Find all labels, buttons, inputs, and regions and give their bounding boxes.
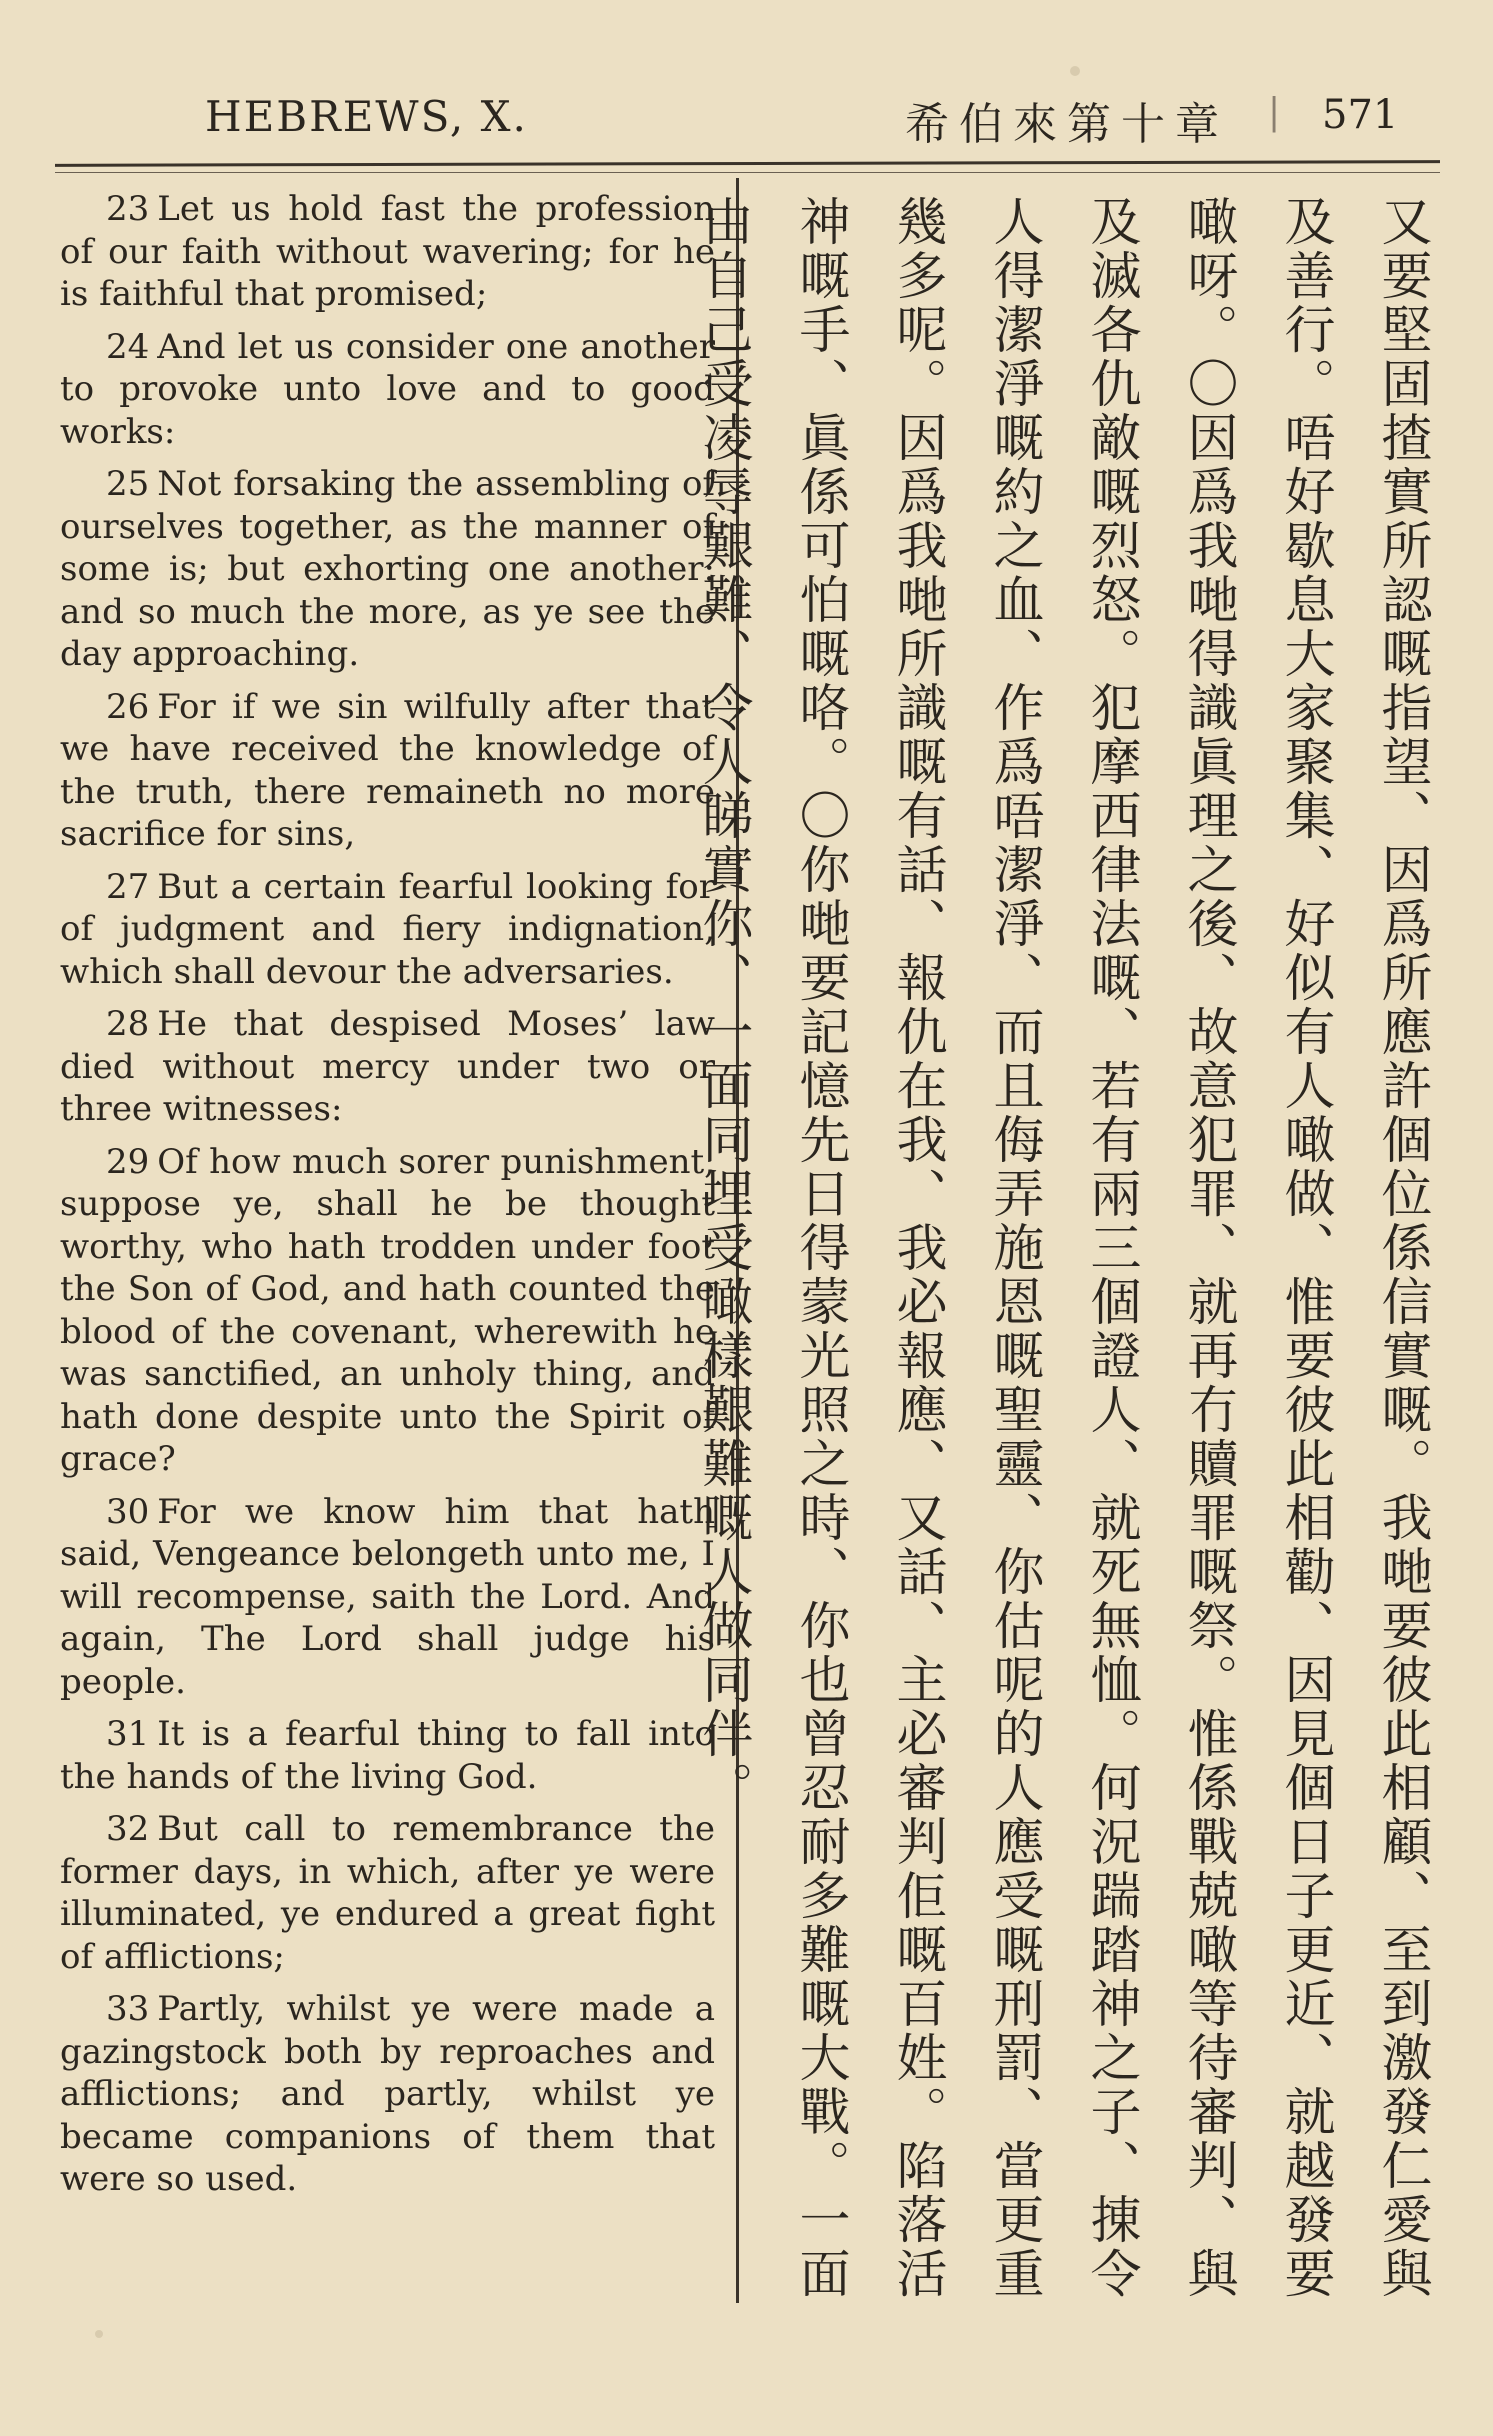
- verse-31: [60, 1713, 715, 1798]
- verse-text: For we know him that hath said, Vengeance belongeth unto me, I will recompense, saith the Lord. And again, The Lord shall judge his people.: [60, 1491, 715, 1702]
- verse-number: 31: [106, 1714, 150, 1754]
- verse-25: [60, 463, 715, 676]
- verse-number: 32: [106, 1809, 150, 1849]
- verse-text: But a certain fearful looking for of judgment and fiery indignation, which shall devour the adversaries.: [60, 866, 715, 992]
- verse-30: [60, 1491, 715, 1704]
- verse-number: 25: [106, 464, 150, 504]
- verse-number: 23: [106, 189, 150, 229]
- chinese-column: [693, 195, 1450, 2305]
- verse-text: For if we sin wilfully after that we have received the knowledge of the truth, there remaineth no more sacrifice for sins,: [60, 686, 715, 854]
- verse-number: 26: [106, 686, 150, 727]
- verse-text: But call to remembrance the former days, in which, after ye were illuminated, ye endured a great fight of afflictions;: [60, 1809, 715, 1977]
- verse-number: 29: [106, 1141, 150, 1182]
- english-column: [60, 188, 715, 2211]
- verse-text: He that despised Moses’ law died without mercy under two or three witnesses:: [60, 1004, 715, 1129]
- verse-33: [60, 1988, 715, 2201]
- verse-text: It is a fearful thing to fall into the hands of the living God.: [60, 1714, 715, 1797]
- verse-28: [60, 1003, 715, 1131]
- verse-text: And let us consider one another to provoke unto love and to good works:: [60, 326, 715, 452]
- header-divider: |: [1268, 92, 1281, 133]
- verse-text: Of how much sorer punishment, suppose ye, shall he be thought worthy, who hath trodden under foot the Son of God, and hath counted the blood of the covenant, wherewith he was sanctified, an unholy thing, and hath done despite unto the Spirit of grace?: [60, 1141, 715, 1479]
- verse-number: 24: [106, 326, 150, 367]
- paper-stain: [95, 2330, 103, 2338]
- verse-23: [60, 188, 715, 316]
- chinese-text: 又要堅固揸實所認嘅指望、因爲所應許個位係信實嘅。我哋要彼此相顧、至到激發仁愛與及善行。唔好歇息大家聚集、好似有人噉做、惟要彼此相勸、因見個日子更近、就越發要噉呀。〇因爲我哋得識眞理之後、故意犯罪、就再冇贖罪嘅祭。惟係戰兢噉等待審判、與及滅各仇敵嘅烈怒。犯摩西律法嘅、若有兩三個證人、就死無恤。何況踹踏神之子、㨂令人得潔淨嘅約之血、作爲唔潔淨、而且侮弄施恩嘅聖靈、你估呢的人應受嘅刑罰、當更重幾多呢。因爲我哋所識嘅有話、報仇在我、我必報應、又話、主必審判佢嘅百姓。陷落活神嘅手、眞係可怕嘅咯。〇你哋要記憶先日得蒙光照之時、你也曾忍耐多難嘅大戰。一面由自己受凌辱艱難、令人睇實你、一面同埋受噉樣艱難嘅人做同伴。: [693, 195, 1431, 2301]
- page-number: 571: [1322, 92, 1399, 138]
- running-head: HEBREWS, X.: [205, 92, 528, 141]
- verse-number: 30: [106, 1491, 150, 1532]
- verse-number: 27: [106, 866, 150, 907]
- verse-26: [60, 686, 715, 856]
- verse-text: Not forsaking the assembling of ourselves together, as the manner of some is; but exhorting one another: and so much the more, as ye see the day approaching.: [60, 464, 715, 674]
- header-rule-thin: [55, 172, 1440, 173]
- verse-text: Let us hold fast the profession of our faith without wavering; for he is faithful that promised;: [60, 189, 715, 314]
- verse-27: [60, 866, 715, 994]
- header-rule: [55, 160, 1440, 167]
- verse-29: [60, 1141, 715, 1481]
- paper-stain: [1070, 66, 1080, 76]
- verse-24: [60, 326, 715, 454]
- verse-number: 28: [106, 1004, 150, 1044]
- verse-32: [60, 1808, 715, 1978]
- chinese-running-head: 希伯來第十章: [905, 99, 1229, 150]
- verse-text: Partly, whilst ye were made a gazingstock both by reproaches and afflictions; and partly, whilst ye became companions of them that were so used.: [60, 1989, 715, 2199]
- verse-number: 33: [106, 1989, 150, 2029]
